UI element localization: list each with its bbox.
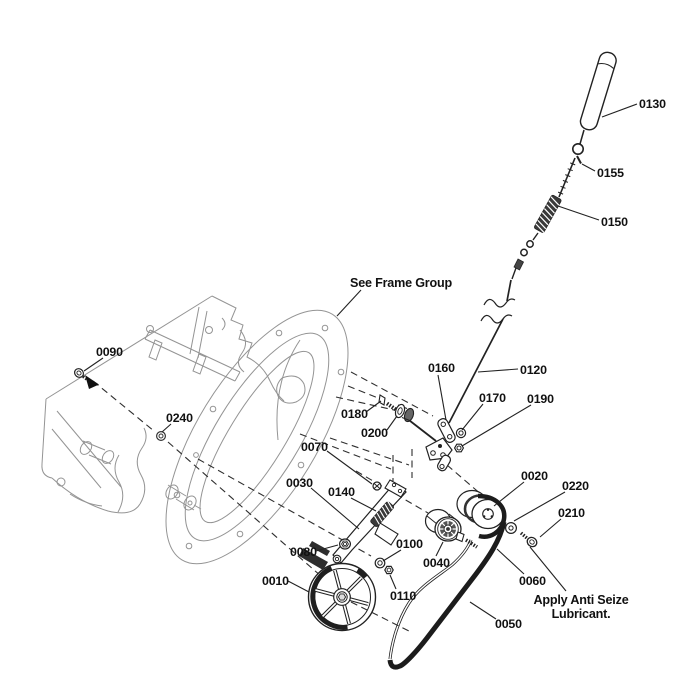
callout-0090-label: 0090	[96, 345, 123, 359]
part-0150-extension-spring	[534, 195, 562, 234]
callout-0100-label: 0100	[396, 537, 423, 551]
callout-0060-label: 0060	[519, 574, 546, 588]
callout-0240	[162, 411, 193, 432]
part-0210-hex-bolt	[521, 533, 539, 549]
part-0170-washer	[456, 428, 465, 437]
part-0240-washer	[157, 432, 166, 441]
callout-0040-label: 0040	[423, 556, 450, 570]
part-0200-cable-roller	[394, 403, 416, 423]
callout-0070-label: 0070	[301, 440, 328, 454]
part-0110-nut	[385, 566, 393, 573]
part-0100-washer	[375, 558, 385, 568]
anti-seize-text-line1: Apply Anti Seize	[533, 593, 629, 607]
frame-reference-art	[42, 283, 383, 591]
callout-0080-label: 0080	[290, 545, 317, 559]
callout-0200-label: 0200	[361, 426, 388, 440]
callout-0010-label: 0010	[262, 574, 289, 588]
part-spring-link-chain	[512, 233, 538, 279]
callout-0030-label: 0030	[286, 476, 313, 490]
part-0010-wheel-pulley	[309, 564, 376, 631]
frame-left-panel	[42, 296, 212, 513]
callout-0080	[290, 545, 338, 559]
callout-0130	[602, 97, 666, 117]
part-0040-pulley-bolt	[456, 532, 477, 547]
frame-rim-holes	[174, 325, 344, 549]
frame-tower-bracket	[145, 296, 284, 401]
callout-0120-label: 0120	[520, 363, 547, 377]
part-0130-handle-grip	[578, 50, 618, 144]
frame-axle-boss	[163, 483, 201, 513]
callout-0140	[328, 485, 376, 511]
rod-break-symbol	[481, 299, 515, 323]
callout-0150	[558, 206, 628, 229]
callout-0140-label: 0140	[328, 485, 355, 499]
callout-0020-label: 0020	[521, 469, 548, 483]
callout-0190-label: 0190	[527, 392, 554, 406]
callout-0150-label: 0150	[601, 215, 628, 229]
anti-seize-text-line2: Lubricant.	[551, 607, 611, 621]
callout-0090	[84, 345, 123, 371]
part-0040-idler-pulley	[426, 510, 462, 542]
callout-0220-label: 0220	[562, 479, 589, 493]
see-frame-group-text: See Frame Group	[350, 276, 452, 290]
callout-0050	[470, 602, 522, 631]
part-0220-spacer	[506, 523, 517, 534]
callout-0030	[286, 476, 359, 529]
callout-0160	[428, 361, 455, 420]
callout-0110	[390, 575, 416, 603]
callout-0020	[494, 469, 548, 506]
callout-0110-label: 0110	[390, 589, 417, 603]
callout-0210-label: 0210	[558, 506, 585, 520]
note-see-frame-group	[337, 276, 452, 316]
part-0070-pivot-screw	[373, 482, 381, 490]
callout-0170-label: 0170	[479, 391, 506, 405]
callout-0180	[341, 401, 381, 421]
callout-0155	[582, 164, 624, 180]
callout-0050-label: 0050	[495, 617, 522, 631]
callout-0040	[423, 542, 450, 570]
callout-0180-label: 0180	[341, 407, 368, 421]
part-0080-flange-nut	[340, 539, 351, 549]
part-0180-shoulder-bolt	[379, 395, 398, 411]
callout-0010	[262, 574, 309, 592]
part-0160-bell-crank	[426, 417, 457, 472]
part-threaded-rod-upper	[558, 158, 575, 197]
callout-0190	[462, 392, 554, 446]
callout-0060	[497, 549, 546, 588]
callout-0120	[478, 363, 547, 377]
callout-0155-label: 0155	[597, 166, 624, 180]
callout-0240-label: 0240	[166, 411, 193, 425]
callout-0130-label: 0130	[639, 97, 666, 111]
callout-0210	[540, 506, 585, 537]
callout-0160-label: 0160	[428, 361, 455, 375]
